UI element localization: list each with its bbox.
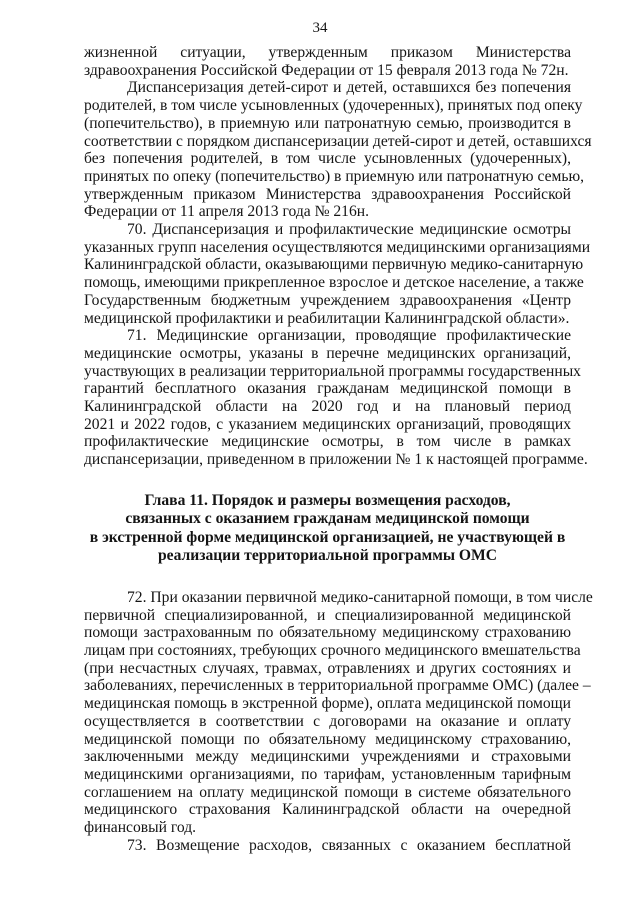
text-line: 73. Возмещение расходов, связанных с оказанием бесплатной: [127, 836, 571, 854]
text-line: профилактические медицинские осмотры, в том числе в рамках: [84, 433, 571, 451]
text-line: (при несчастных случаях, травмах, отравлениях и других состояниях и: [84, 659, 571, 677]
text-line: (попечительство), в приемную или патронатную семью, производится в: [84, 114, 571, 132]
text-line: утвержденным приказом Министерства здравоохранения Российской: [84, 185, 571, 203]
text-line: заключенными между медицинскими учреждениями и страховыми: [84, 748, 571, 766]
text-line: Диспансеризация детей-сирот и детей, оставшихся без попечения: [127, 79, 571, 97]
text-line: соответствии с порядком диспансеризации детей-сирот и детей, оставшихся: [84, 132, 592, 150]
document-body: [84, 44, 593, 854]
text-line: гарантий бесплатного оказания гражданам медицинской помощи в: [84, 380, 571, 398]
text-line: медицинская помощь в экстренной форме), оплата медицинской помощи: [84, 695, 571, 713]
paragraph-73: [84, 837, 571, 855]
text-line: осуществляется в соответствии с договорами на оказание и оплату: [84, 712, 571, 730]
text-line: жизненной ситуации, утвержденным приказом Министерства: [84, 44, 571, 61]
text-line: 72. При оказании первичной медико-санитарной помощи, в том числе: [127, 588, 593, 606]
paragraph-continuation: [84, 44, 571, 79]
paragraph-72: [84, 588, 593, 837]
text-line: принятых по опеку (попечительство) в приемную или патронатную семью,: [84, 167, 585, 185]
text-line: Федерации от 11 апреля 2013 года № 216н.: [84, 203, 369, 221]
text-line: родителей, в том числе усыновленных (удочеренных), принятых под опеку: [84, 97, 583, 115]
text-line: помощь, имеющими прикрепленное взрослое и детское население, а также: [84, 274, 584, 292]
text-line: заболеваниях, перечисленных в территориальной программе ОМС) (далее –: [84, 677, 591, 695]
text-line: Государственным бюджетным учреждением здравоохранения «Центр: [84, 291, 571, 309]
paragraph-orphans-dispensarization: [84, 79, 592, 221]
text-line: 2021 и 2022 годов, с указанием медицинских организаций, проводящих: [84, 415, 571, 433]
text-line: диспансеризации, приведенном в приложении № 1 к настоящей программе.: [84, 451, 588, 469]
text-line: без попечения родителей, в том числе усыновленных (удочеренных),: [84, 150, 571, 168]
text-line: первичной специализированной, и специализированной медицинской: [84, 606, 571, 624]
text-line: указанных групп населения осуществляются медицинскими организациями: [84, 238, 591, 256]
text-line: помощи застрахованным по обязательному медицинскому страхованию: [84, 624, 571, 642]
page-number: 34: [312, 20, 328, 36]
text-line: участвующих в реализации территориальной программы государственных: [84, 362, 581, 380]
heading-line: Глава 11. Порядок и размеры возмещения расходов,: [144, 491, 511, 509]
chapter-heading: [84, 492, 571, 566]
text-line: здравоохранения Российской Федерации от 15 февраля 2013 года № 72н.: [84, 61, 569, 79]
heading-line: в экстренной форме медицинской организацией, не участвующей в: [89, 528, 566, 546]
text-line: медицинские осмотры, указаны в перечне медицинских организаций,: [84, 344, 571, 362]
text-line: лицам при состояниях, требующих срочного медицинского вмешательства: [84, 641, 581, 659]
text-line: Калининградской области на 2020 год и на плановый период: [84, 398, 571, 416]
text-line: финансовый год.: [84, 819, 197, 837]
paragraph-71: [84, 327, 588, 469]
text-line: 71. Медицинские организации, проводящие профилактические: [127, 327, 571, 345]
heading-line: связанных с оказанием гражданам медицинской помощи: [125, 510, 530, 528]
text-line: 70. Диспансеризация и профилактические медицинские осмотры: [127, 221, 571, 239]
paragraph-70: [84, 221, 591, 327]
text-line: соглашением на оплату медицинской помощи в системе обязательного: [84, 783, 571, 801]
text-line: медицинскими организациями, по тарифам, установленным тарифным: [84, 765, 571, 783]
text-line: медицинского страхования Калининградской области на очередной: [84, 801, 571, 819]
text-line: медицинской помощи по обязательному медицинскому страхованию,: [84, 730, 571, 748]
text-line: Калининградской области, оказывающими первичную медико-санитарную: [84, 256, 584, 274]
heading-line: реализации территориальной программы ОМС: [157, 547, 498, 565]
text-line: медицинской профилактики и реабилитации Калининградской области».: [84, 309, 570, 327]
